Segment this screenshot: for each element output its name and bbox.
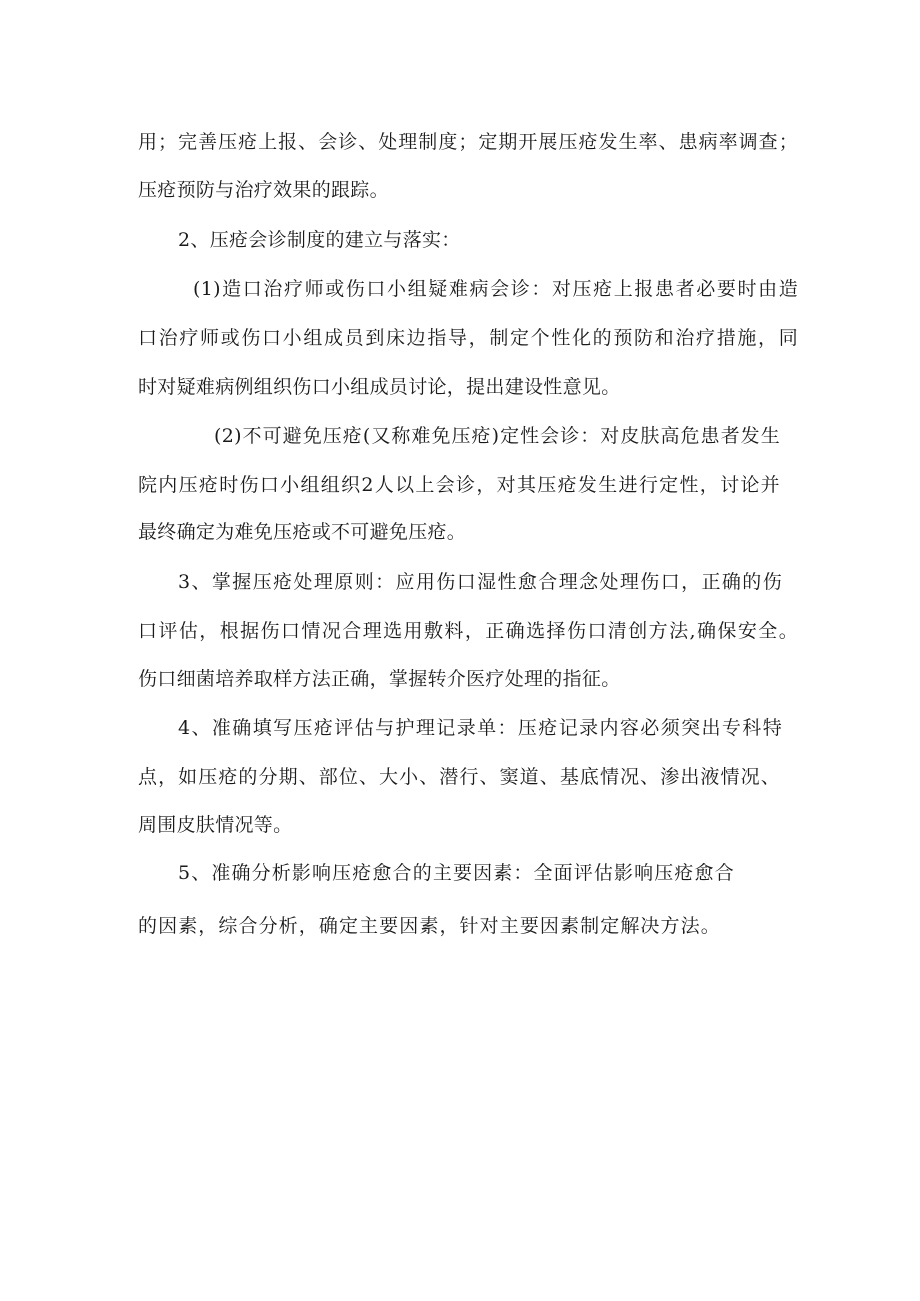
section-2-item-2-line-2: 院内压疮时伤口小组组织2人以上会诊，对其压疮发生进行定性，讨论并 xyxy=(138,474,780,496)
section-3-line-3: 伤口细菌培养取样方法正确，掌握转介医疗处理的指征。 xyxy=(138,668,621,690)
section-2-item-1-line-1: (1)造口治疗师或伤口小组疑难病会诊：对压疮上报患者必要时由造 xyxy=(193,278,798,300)
section-3-line-2: 口评估，根据伤口情况合理选用敷料，正确选择伤口清创方法,确保安全。 xyxy=(138,620,798,642)
section-2-item-2-line-1: (2)不可避免压疮(又称难免压疮)定性会诊：对皮肤高危患者发生 xyxy=(214,425,780,447)
section-5-line-1: 5、准确分析影响压疮愈合的主要因素：全面评估影响压疮愈合 xyxy=(178,862,734,884)
section-2-item-2-line-3: 最终确定为难免压疮或不可避免压疮。 xyxy=(138,521,467,543)
section-2-item-1-line-3: 时对疑难病例组织伤口小组成员讨论，提出建设性意见。 xyxy=(138,376,621,398)
section-4-line-2: 点，如压疮的分期、部位、大小、潜行、窦道、基底情况、渗出液情况、 xyxy=(138,766,780,788)
section-3-line-1: 3、掌握压疮处理原则：应用伤口湿性愈合理念处理伤口，正确的伤 xyxy=(178,571,782,593)
section-2-item-1-line-2: 口治疗师或伤口小组成员到床边指导，制定个性化的预防和治疗措施，同 xyxy=(138,327,798,349)
section-4-line-1: 4、准确填写压疮评估与护理记录单：压疮记录内容必须突出专科特 xyxy=(178,717,782,739)
section-4-line-3: 周围皮肤情况等。 xyxy=(138,814,293,836)
section-2-heading: 2、压疮会诊制度的建立与落实： xyxy=(178,229,461,251)
section-5-line-2: 的因素，综合分析，确定主要因素，针对主要因素制定解决方法。 xyxy=(138,915,720,937)
intro-line-1: 用；完善压疮上报、会诊、处理制度；定期开展压疮发生率、患病率调查； xyxy=(138,131,798,153)
intro-line-2: 压疮预防与治疗效果的跟踪。 xyxy=(138,179,389,201)
